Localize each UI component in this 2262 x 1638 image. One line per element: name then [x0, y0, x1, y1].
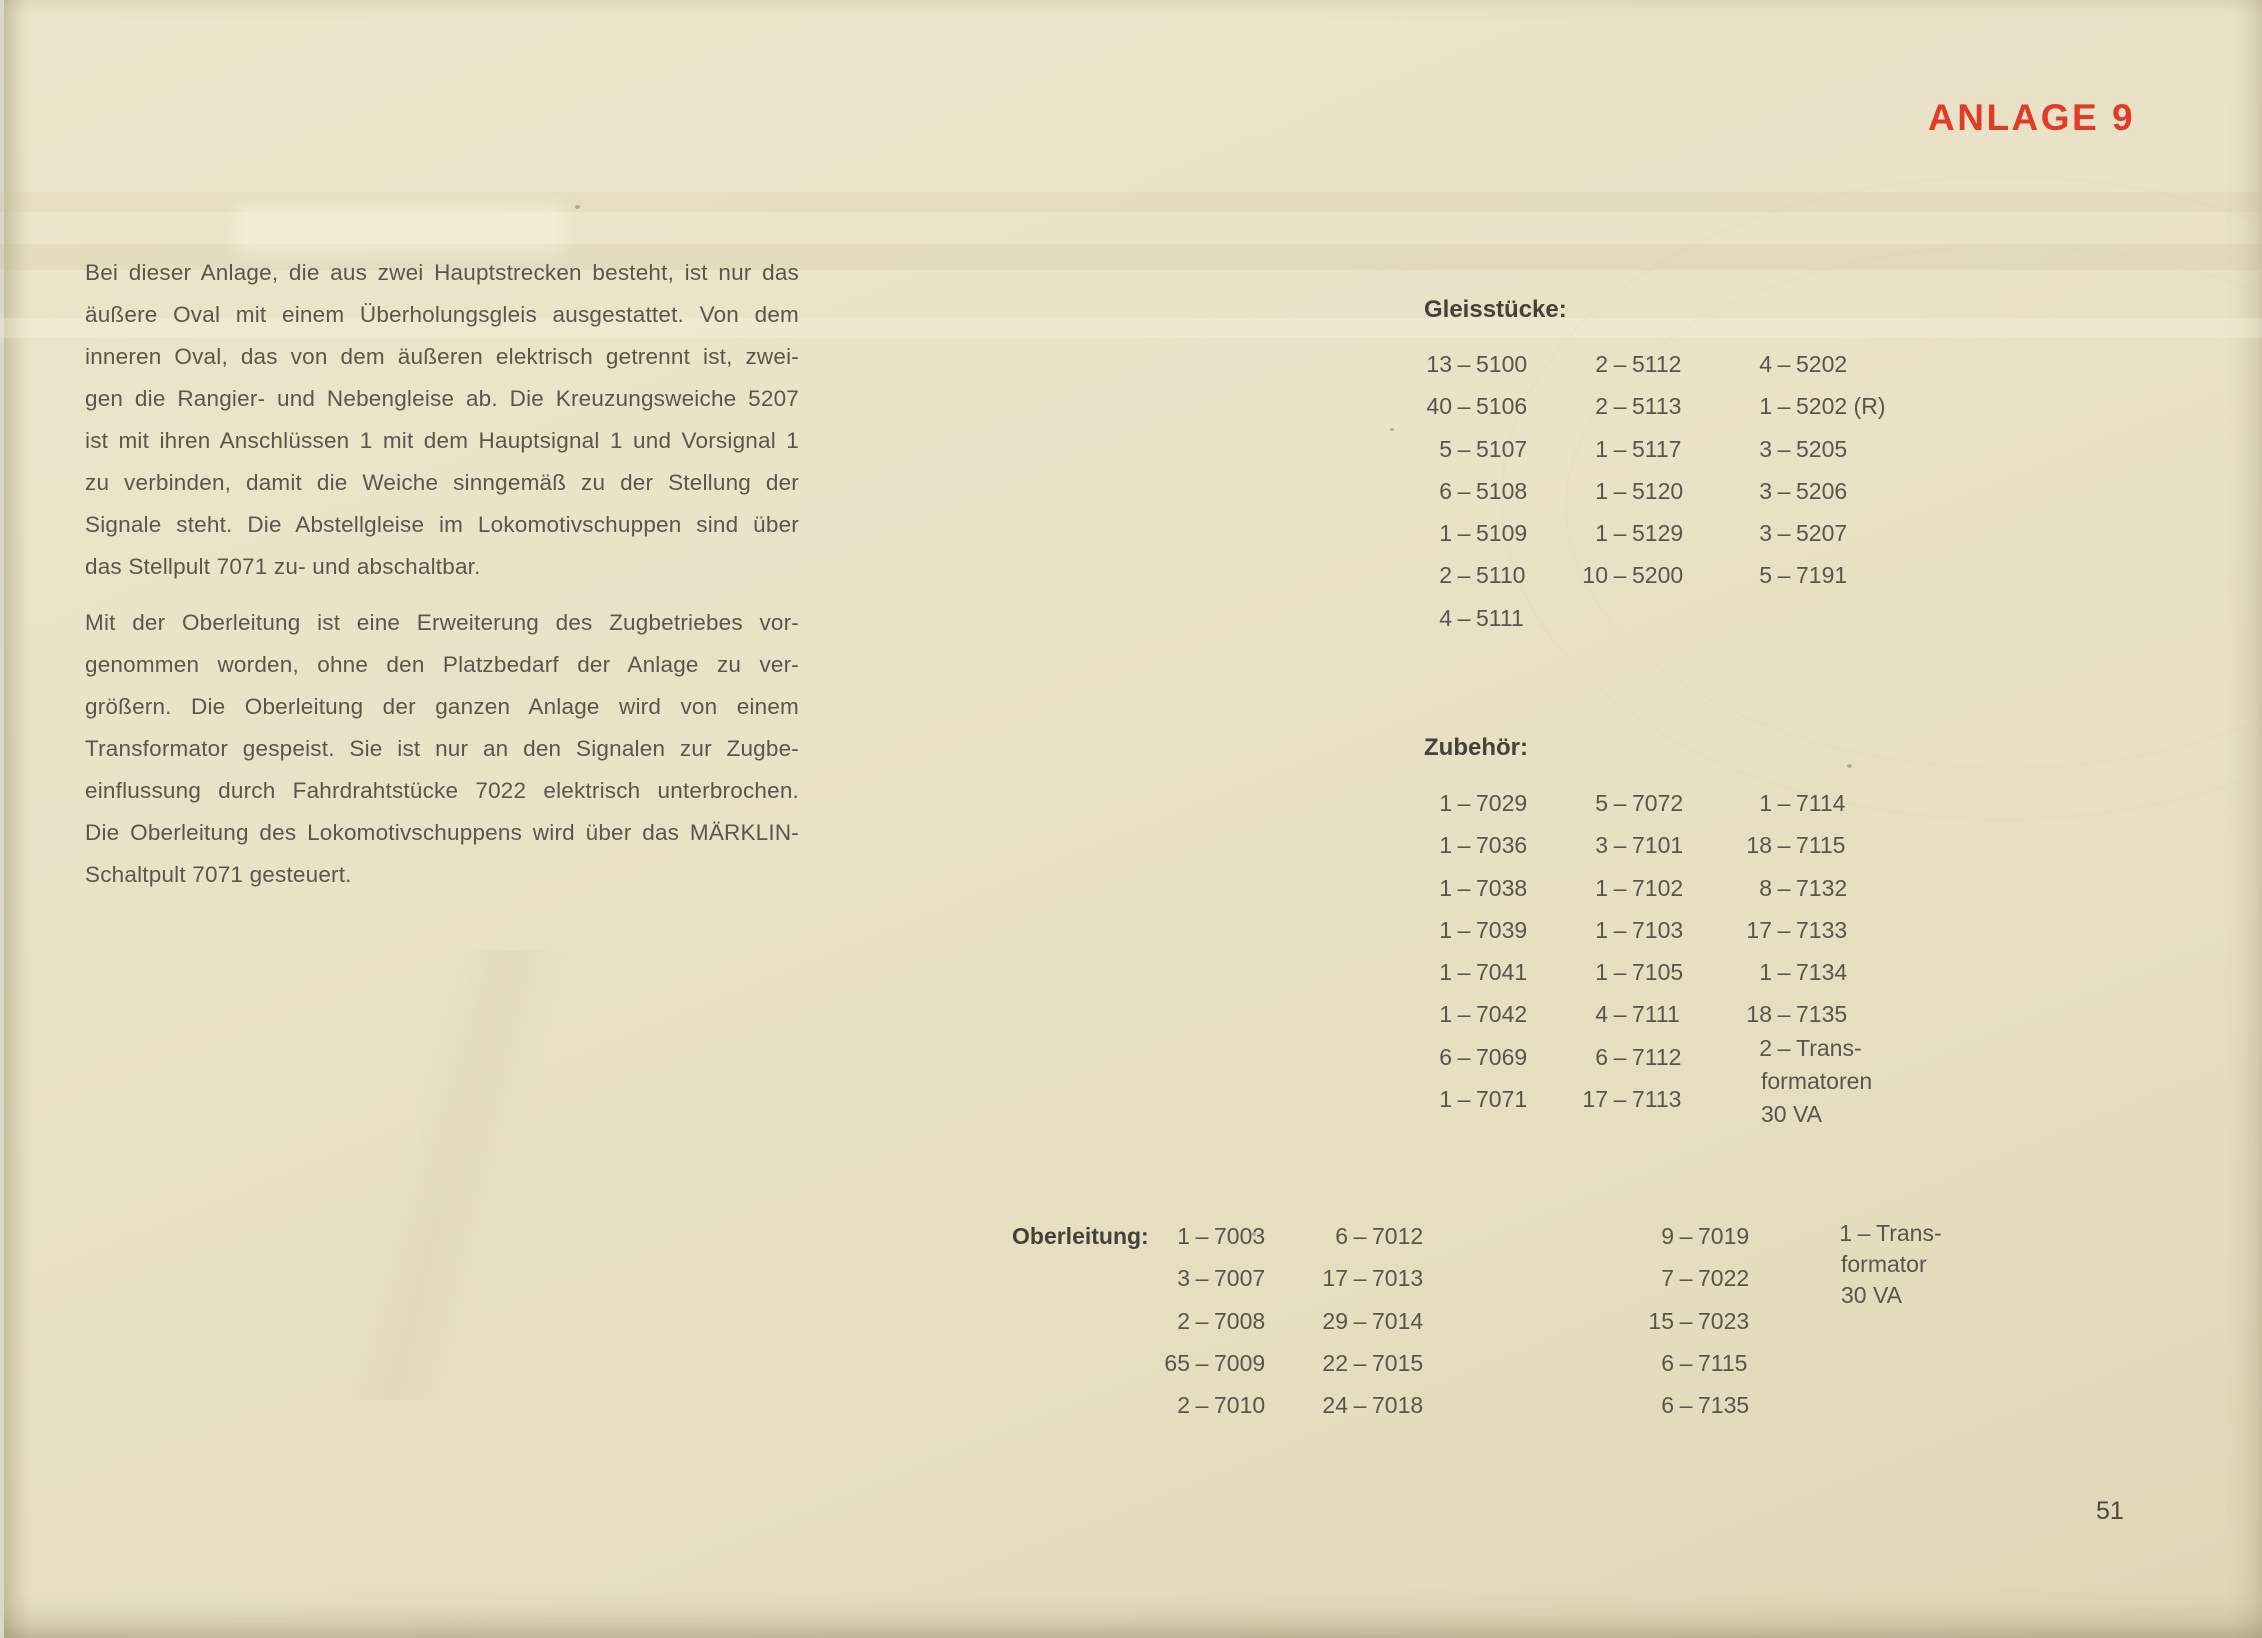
- quantity: 7: [1661, 1265, 1674, 1292]
- part-cell: [1744, 993, 1847, 1035]
- part-number: 7015: [1372, 1349, 1424, 1376]
- dash: –: [1777, 959, 1791, 986]
- dash: –: [1777, 435, 1791, 462]
- text-line: Bei dieser Anlage, die aus zwei Hauptstrecken besteht, ist nur das: [85, 260, 799, 285]
- part-number: 5207: [1796, 520, 1848, 547]
- quantity: 3: [1759, 477, 1772, 504]
- part-cell: [1580, 512, 1683, 554]
- part-cell: [1162, 1384, 1265, 1426]
- dash: –: [1777, 874, 1791, 901]
- part-cell: [1824, 1218, 1942, 1249]
- part-number: 7114: [1796, 790, 1846, 816]
- dash: –: [1457, 959, 1471, 986]
- quantity: 2: [1595, 351, 1608, 377]
- dash: –: [1613, 393, 1627, 420]
- zubehoer-heading: Zubehör:: [1424, 734, 1528, 761]
- dash: –: [1353, 1349, 1367, 1376]
- quantity: 65: [1164, 1349, 1190, 1376]
- oberleitung-column-2: [1320, 1215, 1423, 1426]
- quantity: 1: [1759, 959, 1772, 986]
- text-line: Signale steht. Die Abstellgleise im Lokomotivschuppen sind über: [85, 512, 799, 537]
- text-line: zu verbinden, damit die Weiche sinngemäß zu der Stellung der: [85, 470, 799, 495]
- paper-crease: [0, 950, 900, 1400]
- dust-speck: [575, 205, 580, 209]
- part-number: 7135: [1698, 1392, 1750, 1419]
- quantity: 2: [1439, 562, 1452, 589]
- quantity: 6: [1661, 1349, 1674, 1376]
- page-number: 51: [2096, 1497, 2124, 1525]
- part-cell: [1580, 343, 1683, 385]
- dash: –: [1613, 790, 1627, 816]
- quantity: 1: [1439, 1086, 1452, 1113]
- dash: –: [1457, 1043, 1471, 1070]
- part-cell: [1580, 1036, 1683, 1078]
- part-cell: [1646, 1257, 1749, 1299]
- part-cell: [1744, 909, 1847, 951]
- part-number: 7003: [1214, 1223, 1266, 1249]
- quantity: 40: [1426, 393, 1452, 420]
- quantity: 2: [1177, 1307, 1190, 1334]
- quantity: 3: [1595, 832, 1608, 859]
- part-number: 7135: [1796, 1001, 1848, 1028]
- part-number: 7041: [1476, 959, 1528, 986]
- dust-speck: [1390, 428, 1394, 431]
- oberleitung-column-3: [1646, 1215, 1749, 1426]
- part-number: 5111: [1476, 604, 1524, 631]
- dash: –: [1613, 477, 1627, 504]
- part-cell: [1744, 343, 1885, 385]
- quantity: 1: [1759, 790, 1772, 816]
- dash: –: [1353, 1307, 1367, 1334]
- intro-text: [85, 252, 799, 896]
- part-number: 7010: [1214, 1392, 1266, 1419]
- part-number: 5200: [1632, 562, 1684, 589]
- dash: –: [1679, 1265, 1693, 1292]
- dash: –: [1457, 832, 1471, 859]
- dash: –: [1457, 916, 1471, 943]
- part-number: 5202 (R): [1796, 393, 1886, 420]
- part-number: 7008: [1214, 1307, 1266, 1334]
- quantity: 4: [1439, 604, 1452, 631]
- quantity: 1: [1595, 477, 1608, 504]
- text-line: das Stellpult 7071 zu- und abschaltbar.: [85, 554, 481, 579]
- part-number: 7134: [1796, 959, 1848, 986]
- part-number: 7115: [1698, 1349, 1748, 1376]
- quantity: 6: [1595, 1043, 1608, 1070]
- part-number: 7013: [1372, 1265, 1424, 1292]
- part-number: 5205: [1796, 435, 1848, 462]
- part-cell: [1744, 782, 1847, 824]
- part-cell: [1646, 1215, 1749, 1257]
- part-cell: [1580, 993, 1683, 1035]
- transformer-entry-line: 30 VA: [1841, 1282, 1902, 1308]
- dash: –: [1777, 351, 1791, 377]
- intro-paragraph-1: [85, 252, 799, 588]
- part-number: 5202: [1796, 351, 1848, 377]
- quantity: 10: [1582, 562, 1608, 589]
- text-line: Die Oberleitung des Lokomotivschuppens wird über das MÄRKLIN-: [85, 820, 799, 845]
- dash: –: [1457, 351, 1471, 377]
- dash: –: [1457, 520, 1471, 547]
- part-number: 7103: [1632, 916, 1684, 943]
- intro-paragraph-2: [85, 602, 799, 896]
- quantity: 1: [1439, 916, 1452, 943]
- part-number: 5112: [1632, 351, 1682, 377]
- dash: –: [1457, 393, 1471, 420]
- part-cell: [1320, 1215, 1423, 1257]
- part-number: 7191: [1796, 562, 1848, 589]
- part-cell: [1162, 1215, 1265, 1257]
- quantity: 5: [1595, 790, 1608, 816]
- part-number: 5106: [1476, 393, 1528, 420]
- quantity: 1: [1759, 393, 1772, 420]
- dash: –: [1613, 1086, 1627, 1113]
- text-line: größern. Die Oberleitung der ganzen Anlage wird von einem: [85, 694, 799, 719]
- part-cell: [1580, 951, 1683, 993]
- dash: –: [1457, 1086, 1471, 1113]
- part-cell: [1424, 993, 1527, 1035]
- dash: –: [1353, 1223, 1367, 1249]
- part-number: 7009: [1214, 1349, 1266, 1376]
- part-number: 5100: [1476, 351, 1528, 377]
- dash: –: [1613, 959, 1627, 986]
- part-number: 7014: [1372, 1307, 1424, 1334]
- part-cell: [1744, 824, 1847, 866]
- part-number: 7007: [1214, 1265, 1266, 1292]
- part-number: 7036: [1476, 832, 1528, 859]
- dash: –: [1777, 832, 1791, 859]
- quantity: 5: [1439, 435, 1452, 462]
- text-line: genommen worden, ohne den Platzbedarf der Anlage zu ver-: [85, 652, 799, 677]
- part-number: 5108: [1476, 477, 1528, 504]
- dash: –: [1679, 1223, 1693, 1249]
- part-number: 5110: [1476, 562, 1526, 589]
- part-cell: [1744, 512, 1885, 554]
- gleisstuecke-heading: Gleisstücke:: [1424, 296, 1567, 323]
- quantity: 18: [1746, 1001, 1772, 1028]
- dash: –: [1457, 477, 1471, 504]
- part-cell: [1424, 428, 1527, 470]
- quantity: 1: [1439, 874, 1452, 901]
- dash: –: [1613, 351, 1627, 377]
- dash: –: [1195, 1349, 1209, 1376]
- quantity: 24: [1322, 1392, 1348, 1419]
- dash: –: [1777, 790, 1791, 816]
- part-cell: [1646, 1384, 1749, 1426]
- transformer-entry-line: formator: [1841, 1251, 1927, 1277]
- part-number: 7072: [1632, 790, 1684, 816]
- part-number: 5109: [1476, 520, 1528, 547]
- dash: –: [1353, 1392, 1367, 1419]
- quantity: 4: [1759, 351, 1772, 377]
- dash: –: [1195, 1392, 1209, 1419]
- part-cell: [1424, 909, 1527, 951]
- quantity: 13: [1426, 351, 1452, 377]
- quantity: 1: [1439, 959, 1452, 986]
- text-line: einflussung durch Fahrdrahtstücke 7022 elektrisch unterbrochen.: [85, 778, 799, 803]
- part-cell: [1580, 867, 1683, 909]
- dash: –: [1613, 874, 1627, 901]
- part-number: 7133: [1796, 916, 1848, 943]
- part-cell: [1744, 428, 1885, 470]
- quantity: 15: [1648, 1307, 1674, 1334]
- part-number: 7105: [1632, 959, 1684, 986]
- dash: –: [1613, 832, 1627, 859]
- quantity: 29: [1322, 1307, 1348, 1334]
- quantity: 9: [1661, 1223, 1674, 1249]
- quantity: 1: [1839, 1220, 1852, 1246]
- part-cell: [1162, 1257, 1265, 1299]
- dash: –: [1777, 520, 1791, 547]
- quantity: 22: [1322, 1349, 1348, 1376]
- quantity: 1: [1595, 874, 1608, 901]
- part-cell: [1744, 867, 1847, 909]
- part-number: 7023: [1698, 1307, 1750, 1334]
- quantity: 1: [1595, 916, 1608, 943]
- quantity: 4: [1595, 1001, 1608, 1028]
- part-number: 5120: [1632, 477, 1684, 504]
- part-cell: [1320, 1257, 1423, 1299]
- quantity: 6: [1335, 1223, 1348, 1249]
- quantity: 1: [1595, 520, 1608, 547]
- quantity: 6: [1439, 477, 1452, 504]
- quantity: 1: [1439, 1001, 1452, 1028]
- part-number: 7115: [1796, 832, 1846, 859]
- transformers-entry: [1744, 1032, 1872, 1131]
- part-cell: [1580, 824, 1683, 866]
- dash: –: [1195, 1223, 1209, 1249]
- quantity: 17: [1746, 916, 1772, 943]
- part-cell: [1580, 470, 1683, 512]
- part-cell: [1424, 554, 1527, 596]
- dust-speck: [1847, 764, 1852, 768]
- quantity: 1: [1439, 832, 1452, 859]
- part-number: 7111: [1632, 1001, 1680, 1028]
- part-number: 7102: [1632, 874, 1684, 901]
- dash: –: [1457, 790, 1471, 816]
- part-cell: [1424, 1078, 1527, 1120]
- part-number: 7039: [1476, 916, 1528, 943]
- part-cell: [1580, 909, 1683, 951]
- part-cell: [1744, 385, 1885, 427]
- oberleitung-column-1: [1162, 1215, 1265, 1426]
- quantity: 3: [1759, 520, 1772, 547]
- dash: –: [1777, 1035, 1791, 1061]
- text-line: äußere Oval mit einem Überholungsgleis ausgestattet. Von dem: [85, 302, 799, 327]
- part-number: 5206: [1796, 477, 1848, 504]
- part-number: 5117: [1632, 435, 1682, 462]
- part-cell: [1744, 951, 1847, 993]
- quantity: 17: [1322, 1265, 1348, 1292]
- part-cell: [1320, 1384, 1423, 1426]
- quantity: 17: [1582, 1086, 1608, 1113]
- part-number: Trans-: [1876, 1220, 1942, 1246]
- part-number: 5107: [1476, 435, 1528, 462]
- part-cell: [1744, 554, 1885, 596]
- quantity: 6: [1439, 1043, 1452, 1070]
- part-cell: [1580, 1078, 1683, 1120]
- quantity: 5: [1759, 562, 1772, 589]
- text-line: inneren Oval, das von dem äußeren elektrisch getrennt ist, zwei-: [85, 344, 799, 369]
- part-cell: [1744, 1032, 1872, 1065]
- part-cell: [1424, 1036, 1527, 1078]
- text-line: gen die Rangier- und Nebengleise ab. Die Kreuzungsweiche 5207: [85, 386, 799, 411]
- quantity: 2: [1177, 1392, 1190, 1419]
- quantity: 2: [1595, 393, 1608, 420]
- part-cell: [1580, 428, 1683, 470]
- quantity: 1: [1177, 1223, 1190, 1249]
- dash: –: [1679, 1349, 1693, 1376]
- dash: –: [1777, 393, 1791, 420]
- gleisstuecke-column-2: [1580, 343, 1683, 597]
- part-number: 5113: [1632, 393, 1682, 420]
- dash: –: [1195, 1307, 1209, 1334]
- dash: –: [1613, 562, 1627, 589]
- dash: –: [1457, 562, 1471, 589]
- part-cell: [1424, 824, 1527, 866]
- text-line: Mit der Oberleitung ist eine Erweiterung des Zugbetriebes vor-: [85, 610, 799, 635]
- dash: –: [1195, 1265, 1209, 1292]
- quantity: 1: [1439, 790, 1452, 816]
- part-cell: [1580, 554, 1683, 596]
- part-cell: [1424, 782, 1527, 824]
- part-number: 7018: [1372, 1392, 1424, 1419]
- part-cell: [1646, 1300, 1749, 1342]
- part-number: 7101: [1632, 832, 1684, 859]
- part-cell: [1162, 1342, 1265, 1384]
- part-cell: [1162, 1300, 1265, 1342]
- transformers-entry-line: 30 VA: [1761, 1101, 1822, 1127]
- dash: –: [1457, 604, 1471, 631]
- quantity: 8: [1759, 874, 1772, 901]
- dash: –: [1457, 435, 1471, 462]
- part-number: Trans-: [1796, 1035, 1862, 1061]
- dash: –: [1777, 477, 1791, 504]
- part-cell: [1424, 470, 1527, 512]
- dash: –: [1613, 1043, 1627, 1070]
- zubehoer-column-3: [1744, 782, 1847, 1036]
- dash: –: [1857, 1220, 1871, 1246]
- oberleitung-heading: Oberleitung:: [1012, 1223, 1149, 1249]
- part-number: 7029: [1476, 790, 1528, 816]
- part-cell: [1424, 343, 1527, 385]
- text-line: Schaltpult 7071 gesteuert.: [85, 862, 352, 887]
- text-line: ist mit ihren Anschlüssen 1 mit dem Hauptsignal 1 und Vorsignal 1: [85, 428, 799, 453]
- gleisstuecke-column-3: [1744, 343, 1885, 597]
- part-cell: [1320, 1342, 1423, 1384]
- quantity: 1: [1439, 520, 1452, 547]
- part-number: 7019: [1698, 1223, 1750, 1249]
- part-cell: [1580, 385, 1683, 427]
- part-cell: [1646, 1342, 1749, 1384]
- part-number: 7012: [1372, 1223, 1424, 1249]
- part-number: 7112: [1632, 1043, 1682, 1070]
- dash: –: [1777, 562, 1791, 589]
- quantity: 2: [1759, 1035, 1772, 1061]
- part-number: 7071: [1476, 1086, 1528, 1113]
- dash: –: [1613, 1001, 1627, 1028]
- dash: –: [1457, 1001, 1471, 1028]
- part-number: 5129: [1632, 520, 1684, 547]
- dash: –: [1613, 916, 1627, 943]
- quantity: 1: [1595, 959, 1608, 986]
- dash: –: [1679, 1392, 1693, 1419]
- part-cell: [1580, 782, 1683, 824]
- dash: –: [1777, 1001, 1791, 1028]
- zubehoer-column-2: [1580, 782, 1683, 1120]
- part-number: 7042: [1476, 1001, 1528, 1028]
- transformers-entry-line: formatoren: [1761, 1068, 1873, 1094]
- dash: –: [1457, 874, 1471, 901]
- quantity: 18: [1746, 832, 1772, 859]
- part-cell: [1424, 867, 1527, 909]
- quantity: 3: [1177, 1265, 1190, 1292]
- part-cell: [1424, 951, 1527, 993]
- part-cell: [1424, 512, 1527, 554]
- part-number: 7038: [1476, 874, 1528, 901]
- quantity: 1: [1595, 435, 1608, 462]
- text-line: Transformator gespeist. Sie ist nur an den Signalen zur Zugbe-: [85, 736, 799, 761]
- zubehoer-column-1: [1424, 782, 1527, 1120]
- dash: –: [1613, 435, 1627, 462]
- part-cell: [1744, 470, 1885, 512]
- gleisstuecke-column-1: [1424, 343, 1527, 639]
- quantity: 6: [1661, 1392, 1674, 1419]
- part-number: 7022: [1698, 1265, 1750, 1292]
- part-cell: [1320, 1300, 1423, 1342]
- quantity: 3: [1759, 435, 1772, 462]
- dash: –: [1353, 1265, 1367, 1292]
- dash: –: [1613, 520, 1627, 547]
- page-title: ANLAGE 9: [1928, 97, 2136, 138]
- part-cell: [1424, 597, 1527, 639]
- part-number: 7069: [1476, 1043, 1528, 1070]
- part-cell: [1424, 385, 1527, 427]
- dash: –: [1679, 1307, 1693, 1334]
- part-number: 7113: [1632, 1086, 1682, 1113]
- showthrough-ghost: [235, 203, 565, 255]
- dash: –: [1777, 916, 1791, 943]
- transformer-entry: [1824, 1218, 1942, 1311]
- part-number: 7132: [1796, 874, 1848, 901]
